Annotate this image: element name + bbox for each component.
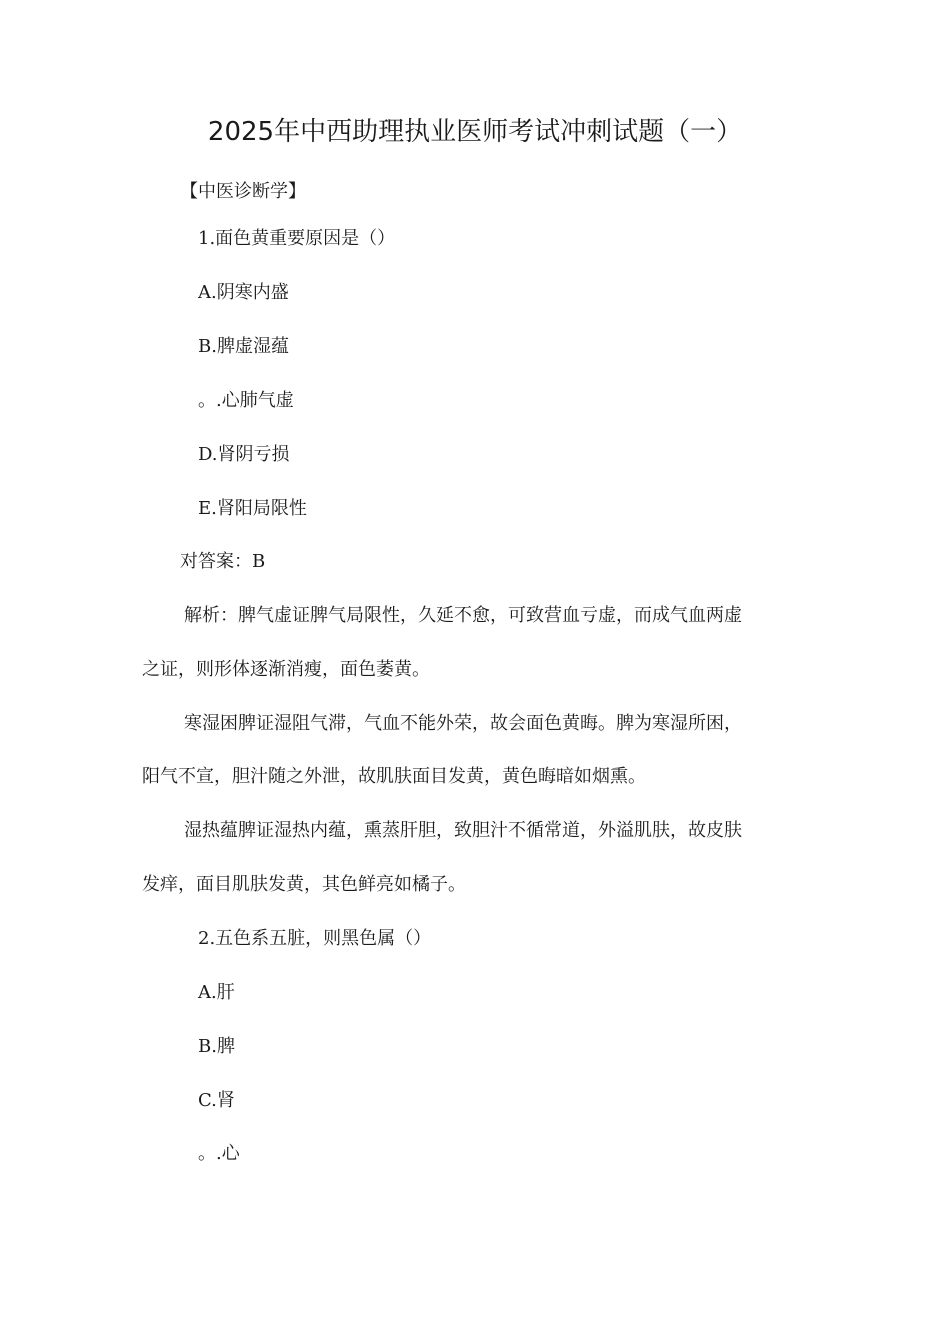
section-heading: 【中医诊断学】 (180, 181, 306, 202)
question-2-option-b: B.脾 (198, 1036, 235, 1057)
question-2-option-d: 。.心 (198, 1143, 240, 1164)
analysis-paragraph-1-line-2: 之证，则形体逐渐消瘦，面色萎黄。 (142, 659, 430, 680)
question-2-option-c: C.肾 (198, 1090, 235, 1111)
analysis-paragraph-1-line-1: 解析：脾气虚证脾气局限性，久延不愈，可致营血亏虚，而成气血两虚 (184, 605, 742, 626)
analysis-paragraph-2-line-1: 寒湿困脾证湿阻气滞，气血不能外荣，故会面色黄晦。脾为寒湿所困， (184, 713, 742, 734)
analysis-paragraph-3-line-1: 湿热蕴脾证湿热内蕴，熏蒸肝胆，致胆汁不循常道，外溢肌肤，故皮肤 (184, 820, 742, 841)
question-2-option-a: A.肝 (198, 982, 235, 1003)
question-1-option-d: D.肾阴亏损 (198, 444, 290, 465)
analysis-paragraph-3-line-2: 发痒，面目肌肤发黄，其色鲜亮如橘子。 (142, 874, 466, 895)
question-1-option-e: E.肾阳局限性 (198, 498, 307, 519)
question-1: 1.面色黄重要原因是（） (198, 228, 396, 249)
question-1-option-c: 。.心肺气虚 (198, 390, 294, 411)
analysis-paragraph-2-line-2: 阳气不宣，胆汁随之外泄，故肌肤面目发黄，黄色晦暗如烟熏。 (142, 766, 646, 787)
question-2: 2.五色系五脏，则黑色属（） (198, 928, 432, 949)
question-1-option-a: A.阴寒内盛 (198, 282, 289, 303)
document-title: 2025年中西助理执业医师考试冲刺试题（一） (207, 117, 743, 147)
question-1-answer: 对答案：B (180, 551, 266, 572)
question-1-option-b: B.脾虚湿蕴 (198, 336, 289, 357)
